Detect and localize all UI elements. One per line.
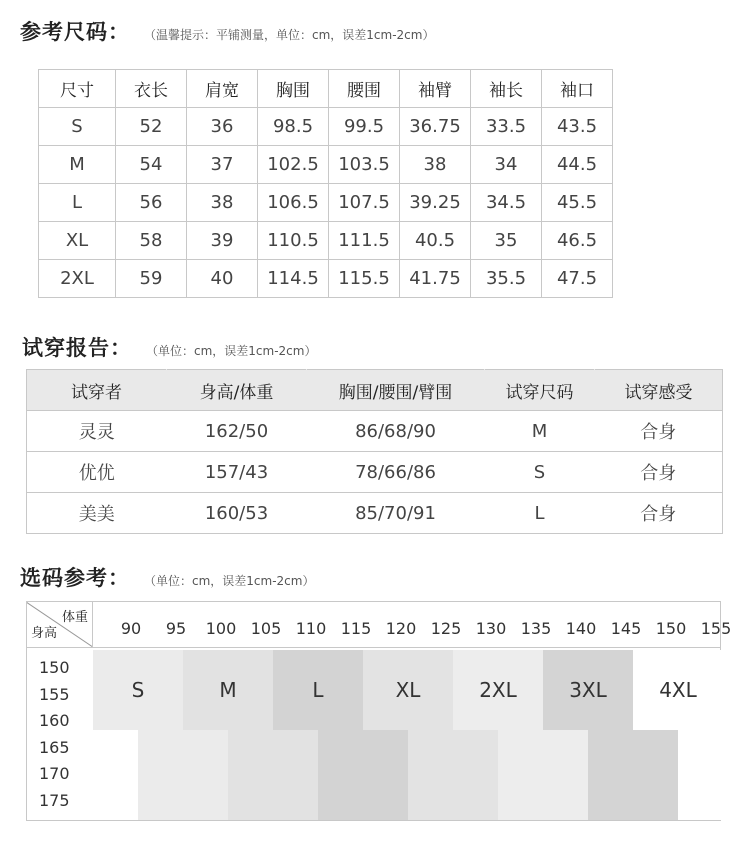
table-row bbox=[27, 411, 723, 452]
table-cell: 40.5 bbox=[400, 222, 471, 260]
table-row bbox=[39, 222, 613, 260]
table-cell: 103.5 bbox=[329, 146, 400, 184]
weight-tick: 90 bbox=[120, 619, 142, 638]
table-cell: 36.75 bbox=[400, 108, 471, 146]
table-cell: 35 bbox=[471, 222, 542, 260]
size-block-lower bbox=[138, 730, 228, 821]
table-cell: 99.5 bbox=[329, 108, 400, 146]
fit-header-cell: 试穿感受 bbox=[595, 370, 723, 411]
table-cell: 45.5 bbox=[542, 184, 613, 222]
table-cell: L bbox=[485, 493, 595, 534]
table-cell: 34 bbox=[471, 146, 542, 184]
size-label: XL bbox=[395, 677, 421, 702]
fit-section-title: 试穿报告： bbox=[22, 336, 132, 360]
weight-tick: 115 bbox=[340, 619, 372, 638]
size-label: L bbox=[312, 677, 324, 702]
table-cell: S bbox=[39, 108, 116, 146]
table-cell: 115.5 bbox=[329, 260, 400, 298]
weight-tick: 135 bbox=[520, 619, 552, 638]
weight-tick: 110 bbox=[295, 619, 327, 638]
weight-tick: 120 bbox=[385, 619, 417, 638]
chart-section-title: 选码参考： bbox=[20, 566, 130, 590]
table-cell: 优优 bbox=[27, 452, 167, 493]
weight-tick: 150 bbox=[655, 619, 687, 638]
chart-section-heading bbox=[20, 562, 314, 592]
weight-tick: 100 bbox=[205, 619, 237, 638]
height-tick: 155 bbox=[39, 684, 70, 704]
size-table-header bbox=[39, 70, 613, 108]
chart-header-divider bbox=[93, 647, 720, 648]
fit-table-header bbox=[27, 370, 723, 411]
table-cell: 33.5 bbox=[471, 108, 542, 146]
size-section-title: 参考尺码： bbox=[20, 20, 130, 44]
table-cell: 41.75 bbox=[400, 260, 471, 298]
table-cell: 85/70/91 bbox=[307, 493, 485, 534]
height-tick: 150 bbox=[39, 658, 70, 677]
table-cell: 162/50 bbox=[167, 411, 307, 452]
table-row bbox=[39, 108, 613, 146]
table-cell: M bbox=[485, 411, 595, 452]
size-block-lower bbox=[228, 730, 318, 821]
table-cell: 102.5 bbox=[258, 146, 329, 184]
table-cell: L bbox=[39, 184, 116, 222]
fit-header-cell: 试穿者 bbox=[27, 370, 167, 411]
chart-corner-header bbox=[27, 602, 93, 648]
size-label: 2XL bbox=[479, 677, 517, 702]
fit-header-cell: 胸围/腰围/臂围 bbox=[307, 370, 485, 411]
table-row bbox=[39, 146, 613, 184]
size-block-lower bbox=[588, 730, 678, 821]
height-tick: 170 bbox=[39, 764, 70, 783]
table-cell: 56 bbox=[116, 184, 187, 222]
table-row bbox=[39, 184, 613, 222]
table-cell: 110.5 bbox=[258, 222, 329, 260]
table-cell: 114.5 bbox=[258, 260, 329, 298]
size-header-cell: 袖臂 bbox=[400, 70, 471, 108]
size-section-heading bbox=[20, 16, 434, 46]
table-cell: 54 bbox=[116, 146, 187, 184]
table-cell: M bbox=[39, 146, 116, 184]
height-tick: 175 bbox=[39, 790, 70, 810]
table-cell: 灵灵 bbox=[27, 411, 167, 452]
height-tick: 165 bbox=[39, 737, 70, 757]
size-table bbox=[38, 69, 613, 298]
table-cell: 43.5 bbox=[542, 108, 613, 146]
size-header-cell: 肩宽 bbox=[187, 70, 258, 108]
size-block-lower bbox=[318, 730, 408, 821]
table-cell: 98.5 bbox=[258, 108, 329, 146]
table-row bbox=[39, 260, 613, 298]
weight-tick: 140 bbox=[565, 619, 597, 638]
table-cell: 美美 bbox=[27, 493, 167, 534]
table-cell: 35.5 bbox=[471, 260, 542, 298]
table-cell: 38 bbox=[187, 184, 258, 222]
table-cell: 39 bbox=[187, 222, 258, 260]
fit-section-note: （单位：cm，误差1cm-2cm） bbox=[146, 344, 317, 358]
table-cell: 38 bbox=[400, 146, 471, 184]
height-tick: 160 bbox=[39, 711, 70, 730]
table-cell: 40 bbox=[187, 260, 258, 298]
table-cell: 52 bbox=[116, 108, 187, 146]
table-cell: 78/66/86 bbox=[307, 452, 485, 493]
weight-axis-label: 体重 bbox=[61, 610, 88, 625]
table-cell: 86/68/90 bbox=[307, 411, 485, 452]
size-block-lower bbox=[678, 730, 723, 821]
table-cell: 58 bbox=[116, 222, 187, 260]
table-cell: 合身 bbox=[595, 411, 723, 452]
weight-tick: 95 bbox=[165, 619, 187, 638]
table-cell: 44.5 bbox=[542, 146, 613, 184]
table-cell: S bbox=[485, 452, 595, 493]
table-row bbox=[27, 452, 723, 493]
size-header-cell: 胸围 bbox=[258, 70, 329, 108]
weight-tick: 155 bbox=[700, 619, 732, 638]
table-cell: 107.5 bbox=[329, 184, 400, 222]
size-header-cell: 衣长 bbox=[116, 70, 187, 108]
table-cell: 46.5 bbox=[542, 222, 613, 260]
table-cell: 34.5 bbox=[471, 184, 542, 222]
weight-tick: 145 bbox=[610, 619, 642, 638]
table-cell: 111.5 bbox=[329, 222, 400, 260]
weight-tick: 130 bbox=[475, 619, 507, 638]
size-label: M bbox=[219, 677, 237, 702]
size-header-cell: 袖长 bbox=[471, 70, 542, 108]
size-label: 4XL bbox=[659, 677, 697, 702]
size-selection-chart bbox=[26, 601, 732, 821]
table-cell: XL bbox=[39, 222, 116, 260]
table-cell: 59 bbox=[116, 260, 187, 298]
table-cell: 2XL bbox=[39, 260, 116, 298]
table-cell: 157/43 bbox=[167, 452, 307, 493]
fit-header-cell: 身高/体重 bbox=[167, 370, 307, 411]
fit-section-heading bbox=[22, 332, 316, 362]
size-label: S bbox=[131, 677, 145, 702]
size-header-cell: 腰围 bbox=[329, 70, 400, 108]
size-block-lower bbox=[408, 730, 498, 821]
table-cell: 39.25 bbox=[400, 184, 471, 222]
table-cell: 47.5 bbox=[542, 260, 613, 298]
table-cell: 合身 bbox=[595, 493, 723, 534]
fit-table bbox=[26, 369, 723, 534]
size-label: 3XL bbox=[569, 677, 607, 702]
chart-section-note: （单位：cm，误差1cm-2cm） bbox=[144, 574, 315, 588]
fit-header-cell: 试穿尺码 bbox=[485, 370, 595, 411]
table-cell: 160/53 bbox=[167, 493, 307, 534]
size-block-lower bbox=[498, 730, 588, 821]
weight-tick: 125 bbox=[430, 619, 462, 638]
table-row bbox=[27, 493, 723, 534]
height-axis-label: 身高 bbox=[31, 626, 58, 641]
table-cell: 37 bbox=[187, 146, 258, 184]
size-header-cell: 尺寸 bbox=[39, 70, 116, 108]
table-cell: 合身 bbox=[595, 452, 723, 493]
table-cell: 36 bbox=[187, 108, 258, 146]
weight-tick: 105 bbox=[250, 619, 282, 638]
size-section-note: （温馨提示：平铺测量，单位：cm，误差1cm-2cm） bbox=[144, 28, 435, 42]
table-cell: 106.5 bbox=[258, 184, 329, 222]
size-header-cell: 袖口 bbox=[542, 70, 613, 108]
